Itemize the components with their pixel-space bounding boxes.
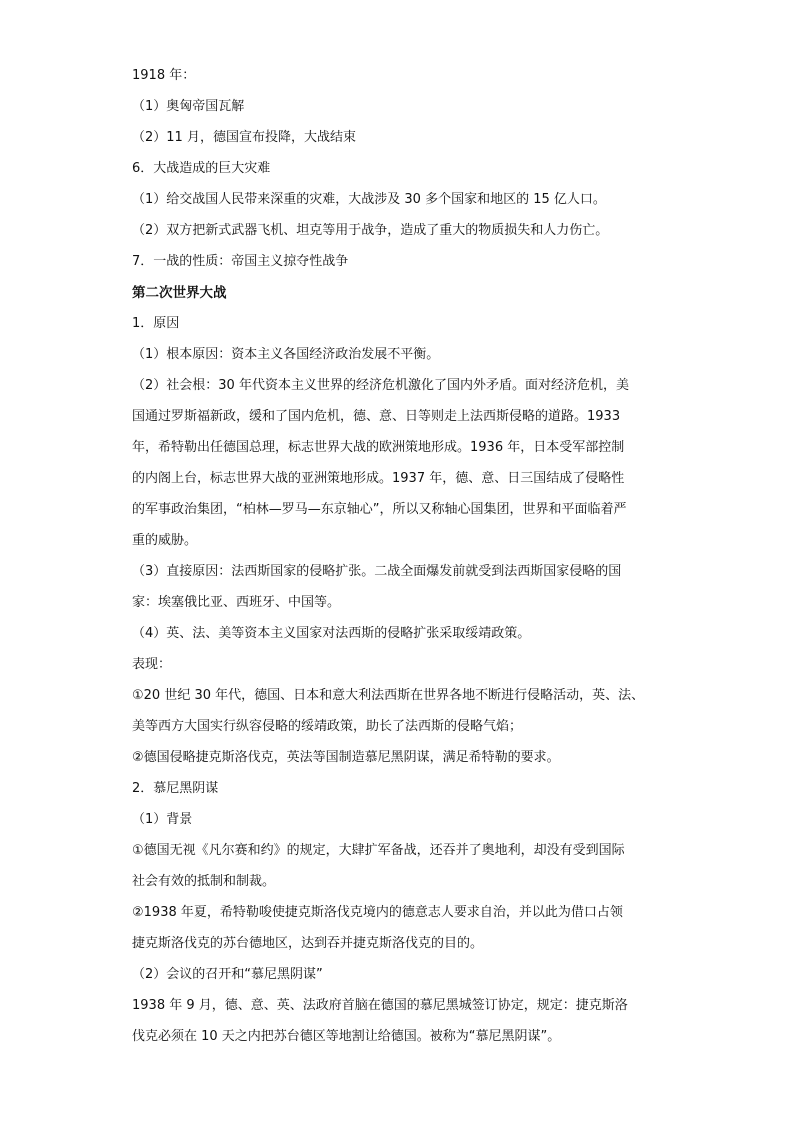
text-line: （1）根本原因：资本主义各国经济政治发展不平衡。 — [132, 347, 440, 362]
text-line: ②1938 年夏，希特勒唆使捷克斯洛伐克境内的德意志人要求自治，并以此为借口占领 — [132, 905, 623, 920]
text-line: （2）11 月，德国宣布投降，大战结束 — [132, 130, 356, 145]
text-line: 表现： — [132, 657, 172, 672]
text-line: ①20 世纪 30 年代，德国、日本和意大利法西斯在世界各地不断进行侵略活动，英、法、 — [132, 688, 645, 703]
text-line: （1）奥匈帝国瓦解 — [132, 99, 245, 114]
text-line: 2．慕尼黑阴谋 — [132, 781, 219, 796]
text-line: 的军事政治集团，“柏林—罗马—东京轴心”，所以又称轴心国集团，世界和平面临着严 — [132, 502, 627, 517]
text-line: （2）双方把新式武器飞机、坦克等用于战争，造成了重大的物质损失和人力伤亡。 — [132, 223, 609, 238]
text-line: 1918 年： — [132, 68, 196, 83]
text-line: （4）英、法、美等资本主义国家对法西斯的侵略扩张采取绥靖政策。 — [132, 626, 531, 641]
text-line: （1）给交战国人民带来深重的灾难，大战涉及 30 多个国家和地区的 15 亿人口。 — [132, 192, 606, 207]
text-line: （2）社会根：30 年代资本主义世界的经济危机激化了国内外矛盾。面对经济危机，美 — [132, 378, 629, 393]
text-line: 年，希特勒出任德国总理，标志世界大战的欧洲策地形成。1936 年，日本受军部控制 — [132, 440, 625, 455]
text-line: 重的威胁。 — [132, 533, 198, 548]
text-line: 6．大战造成的巨大灾难 — [132, 161, 271, 176]
text-line: 1938 年 9 月，德、意、英、法政府首脑在德国的慕尼黑城签订协定，规定：捷克斯洛 — [132, 998, 628, 1013]
text-line: 国通过罗斯福新政，缓和了国内危机，德、意、日等则走上法西斯侵略的道路。1933 — [132, 409, 621, 424]
text-line: 社会有效的抵制和制裁。 — [132, 874, 276, 889]
text-line: ①德国无视《凡尔赛和约》的规定，大肆扩军备战，还吞并了奥地利，却没有受到国际 — [132, 843, 625, 858]
text-line: 美等西方大国实行纵容侵略的绥靖政策，助长了法西斯的侵略气焰； — [132, 719, 523, 734]
text-line: ②德国侵略捷克斯洛伐克，英法等国制造慕尼黑阴谋，满足希特勒的要求。 — [132, 750, 560, 765]
text-line: （2）会议的召开和“慕尼黑阴谋” — [132, 967, 323, 982]
text-line: 捷克斯洛伐克的苏台德地区，达到吞并捷克斯洛伐克的目的。 — [132, 936, 484, 951]
text-line: 伐克必须在 10 天之内把苏台德区等地割让给德国。被称为“慕尼黑阴谋”。 — [132, 1029, 561, 1044]
text-line: 的内阁上台，标志世界大战的亚洲策地形成。1937 年，德、意、日三国结成了侵略性 — [132, 471, 625, 486]
text-line: 家：埃塞俄比亚、西班牙、中国等。 — [132, 595, 341, 610]
document-body — [132, 63, 672, 1055]
section-heading: 第二次世界大战 — [132, 285, 227, 301]
text-line: 1．原因 — [132, 316, 180, 331]
text-line: （1）背景 — [132, 812, 193, 827]
text-line: （3）直接原因：法西斯国家的侵略扩张。二战全面爆发前就受到法西斯国家侵略的国 — [132, 564, 622, 579]
text-line: 7．一战的性质：帝国主义掠夺性战争 — [132, 254, 349, 269]
